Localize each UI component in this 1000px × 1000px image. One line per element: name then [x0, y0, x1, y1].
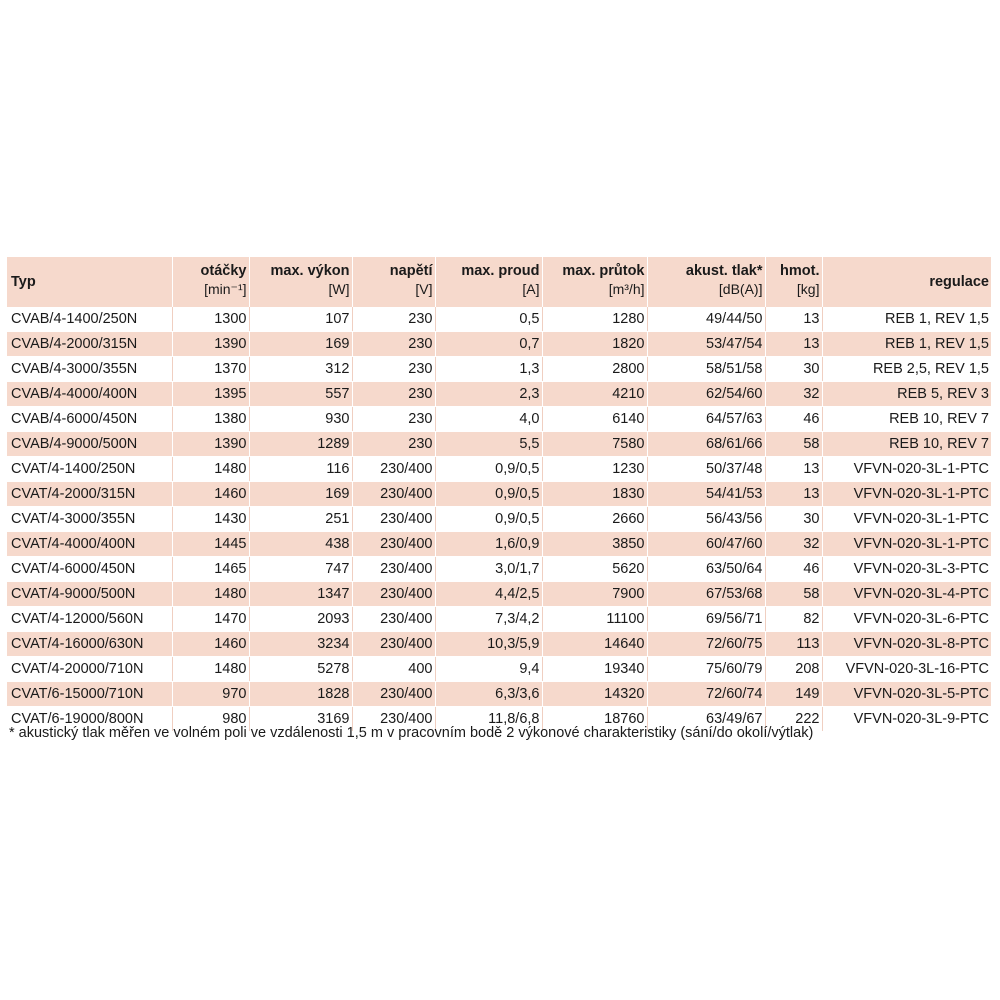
table-cell: 1480 [172, 457, 249, 482]
table-cell: 1347 [249, 582, 352, 607]
table-cell: CVAT/4-9000/500N [7, 582, 172, 607]
header-unit: [m³/h] [608, 281, 645, 297]
table-cell: CVAB/4-3000/355N [7, 357, 172, 382]
table-cell: 1445 [172, 532, 249, 557]
table-cell: 1,6/0,9 [435, 532, 542, 557]
table-cell: CVAB/4-2000/315N [7, 332, 172, 357]
footnote: * akustický tlak měřen ve volném poli ve vzdálenosti 1,5 m v pracovním bodě 2 výkonové charakteristiky (sání/do okolí/výtlak) [9, 725, 814, 741]
table-cell: 32 [765, 532, 822, 557]
table-row [7, 307, 991, 332]
table-cell: 230/400 [352, 557, 435, 582]
table-row [7, 382, 991, 407]
header-name: hmot. [780, 263, 820, 279]
table-cell: 222 [765, 707, 822, 732]
table-cell: 400 [352, 657, 435, 682]
table-cell: 63/50/64 [647, 557, 765, 582]
table-cell: 58 [765, 432, 822, 457]
table-cell: 62/54/60 [647, 382, 765, 407]
table-cell: 68/61/66 [647, 432, 765, 457]
table-cell: 63/49/67 [647, 707, 765, 732]
table-cell: CVAT/4-2000/315N [7, 482, 172, 507]
table-cell: 1390 [172, 432, 249, 457]
table-row [7, 482, 991, 507]
table-cell: 5,5 [435, 432, 542, 457]
table-cell: 60/47/60 [647, 532, 765, 557]
table-cell: CVAT/4-20000/710N [7, 657, 172, 682]
table-cell: 1,3 [435, 357, 542, 382]
table-cell: 1370 [172, 357, 249, 382]
table-cell: 11100 [542, 607, 647, 632]
header-unit: [kg] [796, 281, 820, 297]
table-cell: 1480 [172, 582, 249, 607]
table-cell: 1820 [542, 332, 647, 357]
header-unit: [dB(A)] [718, 281, 763, 297]
table-cell: 113 [765, 632, 822, 657]
table-cell: 230/400 [352, 682, 435, 707]
table-cell: 230/400 [352, 707, 435, 732]
table-row [7, 357, 991, 382]
table-cell: VFVN-020-3L-1-PTC [822, 532, 991, 557]
table-cell: 18760 [542, 707, 647, 732]
table-cell: 14640 [542, 632, 647, 657]
table-cell: REB 5, REV 3 [822, 382, 991, 407]
table-cell: 1230 [542, 457, 647, 482]
table-row [7, 332, 991, 357]
table-cell: 312 [249, 357, 352, 382]
header-max-vykon [249, 257, 352, 307]
table-row [7, 607, 991, 632]
table-cell: 9,4 [435, 657, 542, 682]
table-cell: 72/60/75 [647, 632, 765, 657]
table-cell: REB 10, REV 7 [822, 407, 991, 432]
table-cell: 1465 [172, 557, 249, 582]
table-cell: REB 1, REV 1,5 [822, 307, 991, 332]
header-typ [7, 257, 172, 307]
table-row [7, 582, 991, 607]
table-cell: 11,8/6,8 [435, 707, 542, 732]
table-cell: VFVN-020-3L-1-PTC [822, 507, 991, 532]
table-cell: 75/60/79 [647, 657, 765, 682]
table-cell: 0,5 [435, 307, 542, 332]
table-cell: 1460 [172, 632, 249, 657]
table-cell: 13 [765, 332, 822, 357]
table-cell: 230 [352, 357, 435, 382]
table-cell: 169 [249, 482, 352, 507]
table-cell: 116 [249, 457, 352, 482]
table-cell: 230/400 [352, 632, 435, 657]
table-row [7, 432, 991, 457]
header-max-proud [435, 257, 542, 307]
table-row [7, 632, 991, 657]
table-cell: 208 [765, 657, 822, 682]
table-cell: 1460 [172, 482, 249, 507]
header-max-prutok [542, 257, 647, 307]
table-cell: 7,3/4,2 [435, 607, 542, 632]
table-cell: 2800 [542, 357, 647, 382]
table-cell: CVAB/4-1400/250N [7, 307, 172, 332]
table-cell: CVAT/4-3000/355N [7, 507, 172, 532]
table-cell: 3,0/1,7 [435, 557, 542, 582]
table-cell: 58 [765, 582, 822, 607]
header-name: max. průtok [562, 263, 645, 279]
header-name: otáčky [200, 263, 247, 279]
table-cell: 1480 [172, 657, 249, 682]
table-cell: 67/53/68 [647, 582, 765, 607]
table-cell: 230/400 [352, 507, 435, 532]
header-otacky [172, 257, 249, 307]
table-cell: VFVN-020-3L-1-PTC [822, 457, 991, 482]
table-cell: 970 [172, 682, 249, 707]
table-cell: 3234 [249, 632, 352, 657]
table-cell: 2660 [542, 507, 647, 532]
table-cell: 72/60/74 [647, 682, 765, 707]
table-cell: 4210 [542, 382, 647, 407]
table-cell: 7580 [542, 432, 647, 457]
table-cell: 2,3 [435, 382, 542, 407]
table-cell: 54/41/53 [647, 482, 765, 507]
table-cell: 747 [249, 557, 352, 582]
table-cell: 1828 [249, 682, 352, 707]
header-unit: [min⁻¹] [204, 281, 247, 297]
header-napeti [352, 257, 435, 307]
table-cell: VFVN-020-3L-5-PTC [822, 682, 991, 707]
table-cell: 2093 [249, 607, 352, 632]
table-row [7, 682, 991, 707]
table-cell: 5620 [542, 557, 647, 582]
table-body [7, 307, 991, 732]
header-unit: [V] [415, 281, 433, 297]
table-cell: VFVN-020-3L-8-PTC [822, 632, 991, 657]
table-cell: VFVN-020-3L-16-PTC [822, 657, 991, 682]
table-cell: 30 [765, 507, 822, 532]
table-cell: 230/400 [352, 482, 435, 507]
header-name: max. výkon [270, 263, 350, 279]
header-unit: [A] [522, 281, 540, 297]
table-cell: 0,7 [435, 332, 542, 357]
table-row [7, 457, 991, 482]
header-name: napětí [389, 263, 433, 279]
header-name: akust. tlak* [685, 263, 763, 279]
header-unit: [W] [328, 281, 350, 297]
table-cell: 7900 [542, 582, 647, 607]
header-hmot [765, 257, 822, 307]
table-cell: 230 [352, 432, 435, 457]
table-cell: 230/400 [352, 532, 435, 557]
header-name: regulace [929, 274, 989, 290]
table-cell: 230 [352, 307, 435, 332]
table-cell: 5278 [249, 657, 352, 682]
table-cell: 1380 [172, 407, 249, 432]
table-row [7, 557, 991, 582]
table-cell: CVAT/4-16000/630N [7, 632, 172, 657]
table-cell: 1830 [542, 482, 647, 507]
table-cell: 0,9/0,5 [435, 507, 542, 532]
table-row [7, 657, 991, 682]
table-cell: 30 [765, 357, 822, 382]
table-cell: CVAT/4-6000/450N [7, 557, 172, 582]
table-cell: REB 2,5, REV 1,5 [822, 357, 991, 382]
table-cell: 0,9/0,5 [435, 482, 542, 507]
table-row [7, 407, 991, 432]
table-cell: 53/47/54 [647, 332, 765, 357]
table-cell: 82 [765, 607, 822, 632]
table-cell: 1395 [172, 382, 249, 407]
table-cell: 64/57/63 [647, 407, 765, 432]
table-cell: VFVN-020-3L-9-PTC [822, 707, 991, 732]
header-name: max. proud [461, 263, 540, 279]
table-cell: 4,4/2,5 [435, 582, 542, 607]
table-cell: 13 [765, 457, 822, 482]
table-cell: 557 [249, 382, 352, 407]
table-cell: 1430 [172, 507, 249, 532]
table-cell: REB 1, REV 1,5 [822, 332, 991, 357]
table-cell: 3850 [542, 532, 647, 557]
table-cell: 251 [249, 507, 352, 532]
table-cell: CVAT/4-4000/400N [7, 532, 172, 557]
table-cell: 230 [352, 332, 435, 357]
table-cell: 1390 [172, 332, 249, 357]
header-row [7, 257, 991, 307]
table-cell: 1280 [542, 307, 647, 332]
table-cell: CVAB/4-6000/450N [7, 407, 172, 432]
table-cell: CVAT/4-12000/560N [7, 607, 172, 632]
table-cell: REB 10, REV 7 [822, 432, 991, 457]
table-row [7, 532, 991, 557]
table-cell: 230 [352, 382, 435, 407]
table-cell: VFVN-020-3L-6-PTC [822, 607, 991, 632]
table-cell: 69/56/71 [647, 607, 765, 632]
table-cell: 32 [765, 382, 822, 407]
spec-table [7, 257, 991, 732]
table-cell: 50/37/48 [647, 457, 765, 482]
table-cell: 6140 [542, 407, 647, 432]
table-cell: CVAB/4-4000/400N [7, 382, 172, 407]
table-cell: 230/400 [352, 607, 435, 632]
table-cell: 14320 [542, 682, 647, 707]
table-cell: 1470 [172, 607, 249, 632]
header-regulace [822, 257, 991, 307]
table-cell: 10,3/5,9 [435, 632, 542, 657]
table-cell: VFVN-020-3L-4-PTC [822, 582, 991, 607]
table-cell: 230/400 [352, 457, 435, 482]
table-cell: CVAB/4-9000/500N [7, 432, 172, 457]
table-cell: 169 [249, 332, 352, 357]
table-cell: CVAT/4-1400/250N [7, 457, 172, 482]
table-cell: 1300 [172, 307, 249, 332]
table-cell: 19340 [542, 657, 647, 682]
table-cell: 58/51/58 [647, 357, 765, 382]
table-cell: 13 [765, 307, 822, 332]
table-cell: 13 [765, 482, 822, 507]
table-cell: 0,9/0,5 [435, 457, 542, 482]
table-cell: 149 [765, 682, 822, 707]
table-cell: 56/43/56 [647, 507, 765, 532]
table-cell: 230/400 [352, 582, 435, 607]
table-cell: CVAT/6-15000/710N [7, 682, 172, 707]
table-row [7, 507, 991, 532]
table-cell: 230 [352, 407, 435, 432]
table-cell: 46 [765, 557, 822, 582]
table-cell: 107 [249, 307, 352, 332]
table-cell: 49/44/50 [647, 307, 765, 332]
table-cell: 4,0 [435, 407, 542, 432]
table-cell: 438 [249, 532, 352, 557]
table-cell: VFVN-020-3L-1-PTC [822, 482, 991, 507]
table-header [7, 257, 991, 307]
table-cell: 930 [249, 407, 352, 432]
table-cell: 3169 [249, 707, 352, 732]
table-cell: VFVN-020-3L-3-PTC [822, 557, 991, 582]
table-cell: 980 [172, 707, 249, 732]
table-cell: CVAT/6-19000/800N [7, 707, 172, 732]
table-cell: 6,3/3,6 [435, 682, 542, 707]
table-cell: 1289 [249, 432, 352, 457]
header-name: Typ [11, 274, 36, 290]
table-cell: 46 [765, 407, 822, 432]
header-akust-tlak [647, 257, 765, 307]
